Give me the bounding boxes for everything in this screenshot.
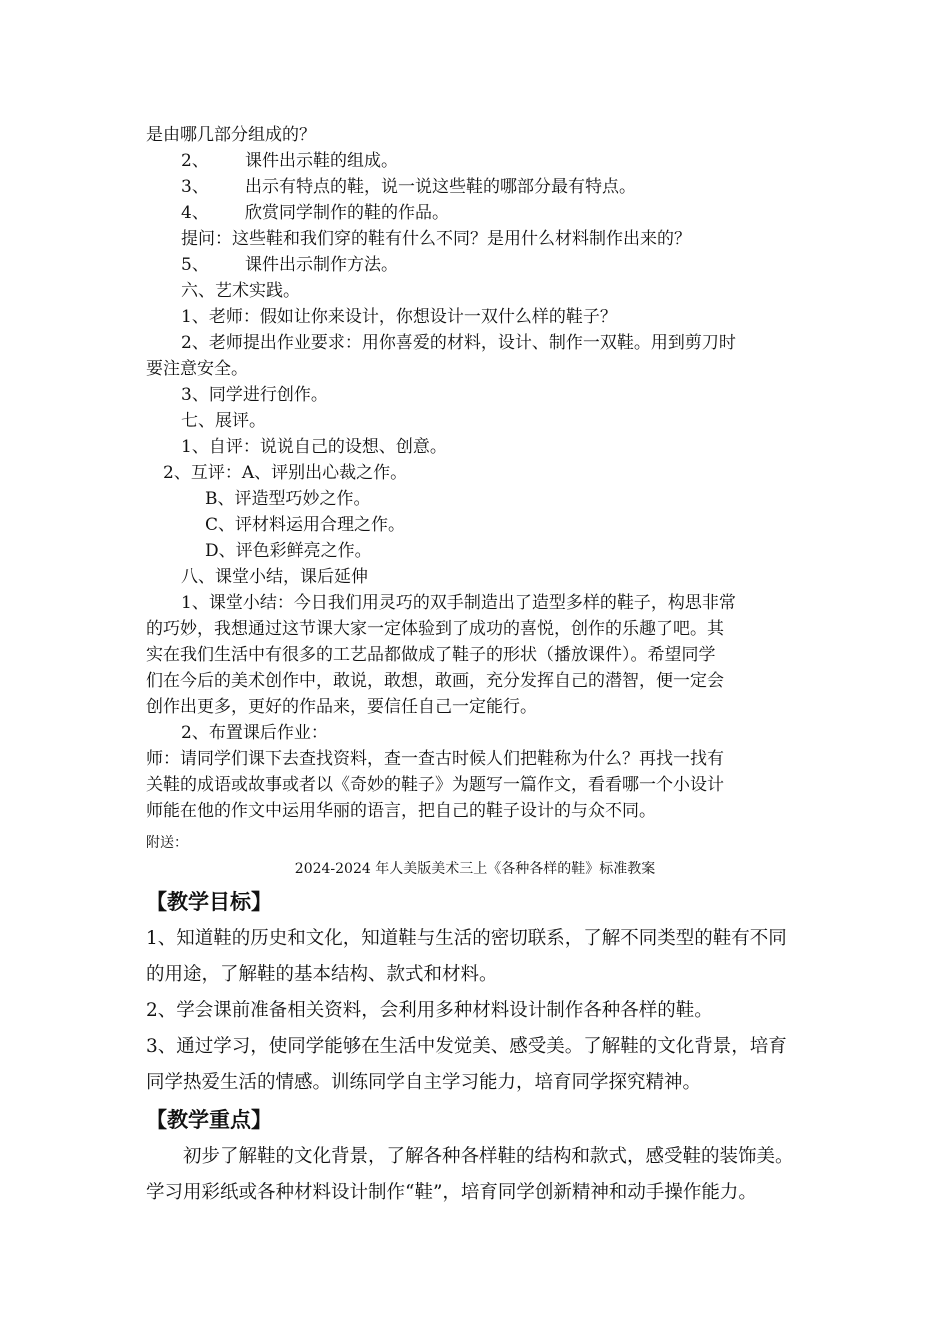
text-line: 2、布置课后作业： bbox=[181, 723, 328, 743]
list-text: 出示有特点的鞋，说一说这些鞋的哪部分最有特点。 bbox=[245, 177, 636, 197]
text-line: 们在今后的美术创作中，敢说，敢想，敢画，充分发挥自己的潜智，便一定会 bbox=[146, 671, 724, 691]
text-line: 要注意安全。 bbox=[146, 359, 248, 379]
focus-heading: 【教学重点】 bbox=[146, 1107, 272, 1132]
text-line: 的巧妙，我想通过这节课大家一定体验到了成功的喜悦，创作的乐趣了吧。其 bbox=[146, 619, 724, 639]
list-number: 2、 bbox=[181, 151, 209, 171]
list-number: 3、 bbox=[181, 177, 209, 197]
text-line: C、评材料运用合理之作。 bbox=[205, 515, 406, 535]
list-item bbox=[181, 176, 636, 198]
list-number: 5、 bbox=[181, 255, 209, 275]
text-line: 师能在他的作文中运用华丽的语言，把自己的鞋子设计的与众不同。 bbox=[146, 801, 656, 821]
appendix-label: 附送： bbox=[146, 835, 188, 851]
list-text: 课件出示制作方法。 bbox=[245, 255, 398, 275]
text-line: D、评色彩鲜亮之作。 bbox=[205, 541, 372, 561]
text-line: 学习用彩纸或各种材料设计制作“鞋”，培育同学创新精神和动手操作能力。 bbox=[146, 1182, 757, 1203]
section-heading: 六、艺术实践。 bbox=[181, 281, 300, 301]
text-line: 3、同学进行创作。 bbox=[181, 385, 328, 405]
text-line: 创作出更多，更好的作品来，要信任自己一定能行。 bbox=[146, 697, 537, 717]
list-number: 4、 bbox=[181, 203, 209, 223]
list-item bbox=[181, 202, 449, 224]
text-line: 关鞋的成语或故事或者以《奇妙的鞋子》为题写一篇作文，看看哪一个小设计 bbox=[146, 775, 724, 795]
list-text: 欣赏同学制作的鞋的作品。 bbox=[245, 203, 449, 223]
text-line: 初步了解鞋的文化背景，了解各种各样鞋的结构和款式，感受鞋的装饰美。 bbox=[183, 1146, 794, 1167]
text-line: 1、课堂小结：今日我们用灵巧的双手制造出了造型多样的鞋子，构思非常 bbox=[181, 593, 736, 613]
list-item bbox=[181, 254, 398, 276]
text-line: 实在我们生活中有很多的工艺品都做成了鞋子的形状（播放课件）。希望同学 bbox=[146, 645, 716, 665]
appendix-title: 2024-2024 年人美版美术三上《各种各样的鞋》标准教案 bbox=[294, 861, 656, 877]
text-line: 2、学会课前准备相关资料，会利用多种材料设计制作各种各样的鞋。 bbox=[146, 1000, 713, 1021]
text-line: 1、自评：说说自己的设想、创意。 bbox=[181, 437, 447, 457]
text-line: 师：请同学们课下去查找资料，查一查古时候人们把鞋称为什么？再找一找有 bbox=[146, 749, 724, 769]
text-line: 2、老师提出作业要求：用你喜爱的材料，设计、制作一双鞋。用到剪刀时 bbox=[181, 333, 736, 353]
text-line: 是由哪几部分组成的？ bbox=[146, 125, 316, 145]
text-line: 1、老师：假如让你来设计，你想设计一双什么样的鞋子？ bbox=[181, 307, 617, 327]
text-line: 提问：这些鞋和我们穿的鞋有什么不同？是用什么材料制作出来的？ bbox=[181, 229, 691, 249]
text-line: B、评造型巧妙之作。 bbox=[205, 489, 371, 509]
text-line: 1、知道鞋的历史和文化，知道鞋与生活的密切联系，了解不同类型的鞋有不同 bbox=[146, 928, 787, 949]
text-line: 2、互评：A、评别出心裁之作。 bbox=[163, 463, 408, 483]
section-heading: 八、课堂小结，课后延伸 bbox=[181, 567, 368, 587]
text-line: 3、通过学习，使同学能够在生活中发觉美、感受美。了解鞋的文化背景，培育 bbox=[146, 1036, 787, 1057]
section-heading: 七、展评。 bbox=[181, 411, 266, 431]
text-line: 的用途，了解鞋的基本结构、款式和材料。 bbox=[146, 964, 498, 985]
text-line: 同学热爱生活的情感。训练同学自主学习能力，培育同学探究精神。 bbox=[146, 1072, 702, 1093]
goals-heading: 【教学目标】 bbox=[146, 889, 272, 914]
list-text: 课件出示鞋的组成。 bbox=[245, 151, 398, 171]
list-item bbox=[181, 150, 398, 172]
